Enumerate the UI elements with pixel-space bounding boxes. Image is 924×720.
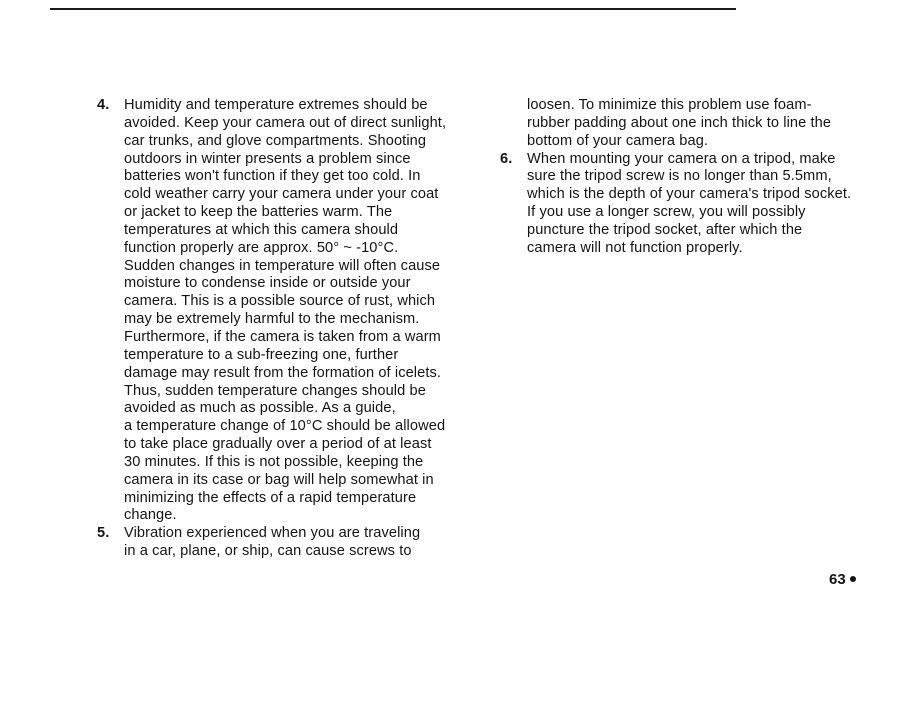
text-line: camera in its case or bag will help somewhat in — [124, 471, 434, 488]
text-line: camera will not function properly. — [527, 239, 743, 256]
bullet-icon — [850, 576, 856, 582]
text-line: Thus, sudden temperature changes should be — [124, 382, 426, 399]
item-number-5: 5. — [97, 525, 110, 542]
text-line: bottom of your camera bag. — [527, 132, 709, 149]
item-number-6: 6. — [500, 150, 513, 167]
text-line: car trunks, and glove compartments. Shooting — [124, 132, 427, 149]
item-6-text — [527, 151, 895, 258]
text-line: to take place gradually over a period of at least — [124, 436, 432, 453]
text-line: batteries won't function if they get too cold. In — [124, 168, 421, 185]
item-4-text — [124, 97, 492, 525]
text-line: rubber padding about one inch thick to line the — [527, 114, 832, 131]
text-line: If you use a longer screw, you will possibly — [527, 204, 806, 221]
item-5-text — [124, 525, 492, 561]
text-line: a temperature change of 10°C should be allowed — [124, 418, 446, 435]
text-line: cold weather carry your camera under your coat — [124, 186, 439, 203]
text-line: minimizing the effects of a rapid temperature — [124, 489, 417, 506]
top-rule — [50, 8, 736, 10]
list-item-6 — [500, 151, 895, 258]
text-line: When mounting your camera on a tripod, make — [527, 150, 836, 167]
text-line: camera. This is a possible source of rust, which — [124, 293, 436, 310]
text-line: puncture the tripod socket, after which the — [527, 221, 803, 238]
list-item-4 — [97, 97, 492, 525]
text-line: function properly are approx. 50° ~ -10°C. — [124, 239, 399, 256]
text-line: in a car, plane, or ship, can cause screws to — [124, 543, 412, 560]
item-number-4: 4. — [97, 97, 110, 113]
text-line: temperatures at which this camera should — [124, 221, 399, 238]
text-line: outdoors in winter presents a problem since — [124, 150, 411, 167]
text-line: Humidity and temperature extremes should be — [124, 97, 428, 113]
text-line: Sudden changes in temperature will often cause — [124, 257, 441, 274]
list-item-5 — [97, 525, 492, 561]
text-line: which is the depth of your camera's tripod socket. — [527, 186, 852, 203]
text-line: loosen. To minimize this problem use foam- — [527, 97, 812, 113]
text-line: may be extremely harmful to the mechanism. — [124, 311, 420, 328]
item-5-continuation — [500, 97, 895, 151]
text-line: avoided as much as possible. As a guide, — [124, 400, 396, 417]
text-line: Furthermore, if the camera is taken from a warm — [124, 328, 441, 345]
right-column — [500, 97, 895, 258]
page-number-text: 63 — [829, 571, 846, 588]
text-line: change. — [124, 507, 177, 524]
text-line: Vibration experienced when you are traveling — [124, 525, 421, 542]
text-line: or jacket to keep the batteries warm. The — [124, 204, 393, 221]
text-line: 30 minutes. If this is not possible, keeping the — [124, 453, 424, 470]
text-line: sure the tripod screw is no longer than 5.5mm, — [527, 168, 832, 185]
left-column — [97, 97, 492, 561]
text-line: temperature to a sub-freezing one, further — [124, 346, 399, 363]
text-line: avoided. Keep your camera out of direct sunlight, — [124, 114, 447, 131]
text-line: moisture to condense inside or outside your — [124, 275, 411, 292]
page-number — [829, 571, 856, 589]
text-line: damage may result from the formation of icelets. — [124, 364, 442, 381]
